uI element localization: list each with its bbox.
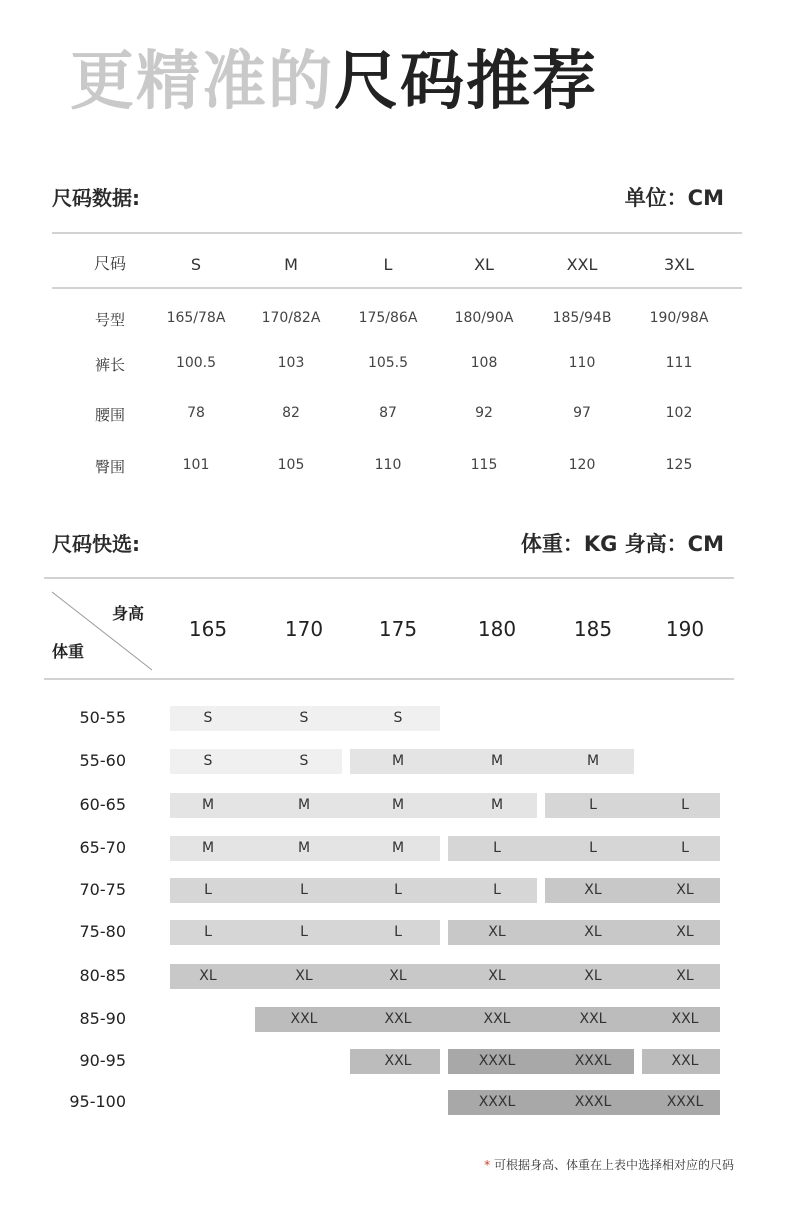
weight-row-label: 55-60	[79, 751, 126, 770]
size-cell: 108	[470, 355, 498, 371]
weight-row-label: 85-90	[79, 1009, 126, 1028]
size-recommendation-bar	[642, 1049, 720, 1074]
recommended-size-label: L	[300, 882, 308, 898]
recommended-size-label: M	[391, 840, 405, 856]
size-cell: 120	[568, 457, 596, 473]
recommended-size-label: S	[299, 753, 309, 769]
size-recommendation-bar	[448, 1049, 634, 1074]
recommended-size-label: XL	[676, 968, 694, 984]
corner-weight-label: 体重	[52, 642, 85, 661]
size-cell: 100.5	[175, 355, 217, 371]
height-column-header: 190	[665, 617, 705, 641]
recommended-size-label: L	[681, 840, 689, 856]
size-recommendation-bar	[170, 706, 440, 731]
size-cell: 180/90A	[454, 310, 514, 326]
recommended-size-label: XL	[488, 924, 506, 940]
divider	[52, 232, 742, 234]
size-cell: 105.5	[367, 355, 409, 371]
size-cell: 103	[277, 355, 305, 371]
recommended-size-label: XXL	[483, 1011, 511, 1027]
recommended-size-label: L	[681, 797, 689, 813]
size-recommendation-bar	[448, 836, 720, 861]
title-dark: 尺码推荐	[334, 45, 598, 119]
recommended-size-label: S	[203, 710, 213, 726]
recommended-size-label: S	[203, 753, 213, 769]
recommended-size-label: M	[297, 797, 311, 813]
size-column-header: XL	[474, 255, 494, 274]
size-recommendation-bar	[448, 1090, 720, 1115]
size-recommendation-bar	[170, 749, 342, 774]
height-column-header: 180	[477, 617, 517, 641]
height-column-header: 175	[378, 617, 418, 641]
recommended-size-label: L	[204, 924, 212, 940]
recommended-size-label: M	[490, 753, 504, 769]
size-recommendation-bar	[170, 878, 537, 903]
size-column-header: 3XL	[663, 255, 695, 274]
height-column-header: 185	[573, 617, 613, 641]
recommended-size-label: XXXL	[574, 1053, 612, 1069]
size-recommendation-bar	[448, 920, 720, 945]
recommended-size-label: XXL	[384, 1053, 412, 1069]
recommended-size-label: M	[201, 840, 215, 856]
recommended-size-label: XXL	[671, 1053, 699, 1069]
recommended-size-label: XXXL	[666, 1094, 704, 1110]
size-cell: 175/86A	[358, 310, 418, 326]
recommended-size-label: XXL	[579, 1011, 607, 1027]
quick-select-unit: 体重：KG 身高：CM	[520, 532, 724, 556]
weight-row-label: 75-80	[79, 922, 126, 941]
size-column-header: S	[190, 255, 202, 274]
recommended-size-label: XL	[676, 924, 694, 940]
footnote	[484, 1156, 734, 1173]
weight-row-label: 95-100	[69, 1092, 126, 1111]
page-title	[70, 42, 598, 122]
recommended-size-label: M	[586, 753, 600, 769]
size-recommendation-bar	[170, 920, 440, 945]
size-cell: 111	[665, 355, 693, 371]
size-cell: 110	[374, 457, 402, 473]
recommended-size-label: L	[493, 840, 501, 856]
size-recommendation-bar	[350, 749, 634, 774]
quick-select-heading: 尺码快选:	[52, 532, 140, 556]
recommended-size-label: XXL	[671, 1011, 699, 1027]
size-cell: 78	[187, 405, 205, 421]
footnote-star: *	[484, 1158, 491, 1172]
size-recommendation-bar	[170, 836, 440, 861]
size-recommendation-bar	[170, 793, 537, 818]
size-cell: 105	[277, 457, 305, 473]
recommended-size-label: M	[391, 797, 405, 813]
recommended-size-label: M	[201, 797, 215, 813]
size-cell: 97	[573, 405, 591, 421]
size-cell: 92	[475, 405, 493, 421]
weight-row-label: 65-70	[79, 838, 126, 857]
size-cell: 190/98A	[649, 310, 709, 326]
size-row-label: 裤长	[94, 356, 125, 374]
size-recommendation-bar	[545, 793, 720, 818]
recommended-size-label: XXL	[290, 1011, 318, 1027]
recommended-size-label: S	[299, 710, 309, 726]
size-cell: 102	[665, 405, 693, 421]
size-cell: 82	[282, 405, 300, 421]
divider	[44, 577, 734, 579]
recommended-size-label: XL	[676, 882, 694, 898]
recommended-size-label: XL	[488, 968, 506, 984]
weight-row-label: 80-85	[79, 966, 126, 985]
recommended-size-label: L	[204, 882, 212, 898]
recommended-size-label: XL	[389, 968, 407, 984]
size-cell: 125	[665, 457, 693, 473]
size-recommendation-bar	[350, 1049, 440, 1074]
size-row-label: 臀围	[94, 458, 125, 476]
weight-row-label: 50-55	[79, 708, 126, 727]
size-cell: 165/78A	[166, 310, 226, 326]
weight-row-label: 60-65	[79, 795, 126, 814]
recommended-size-label: L	[394, 924, 402, 940]
weight-row-label: 70-75	[79, 880, 126, 899]
size-data-heading: 尺码数据:	[52, 186, 140, 210]
size-cell: 115	[470, 457, 498, 473]
size-data-unit: 单位：CM	[624, 186, 724, 210]
size-cell: 87	[379, 405, 397, 421]
divider	[52, 287, 742, 289]
size-recommendation-bar	[545, 878, 720, 903]
recommended-size-label: L	[493, 882, 501, 898]
recommended-size-label: S	[393, 710, 403, 726]
title-light: 更精准的	[70, 45, 334, 119]
recommended-size-label: XL	[295, 968, 313, 984]
recommended-size-label: XL	[584, 968, 602, 984]
size-column-header: L	[383, 255, 393, 274]
size-recommendation-bar	[170, 964, 720, 989]
corner-height-label: 身高	[112, 604, 145, 623]
recommended-size-label: XXXL	[478, 1053, 516, 1069]
recommended-size-label: L	[300, 924, 308, 940]
size-column-header: M	[284, 255, 298, 274]
recommended-size-label: L	[394, 882, 402, 898]
size-cell: 110	[568, 355, 596, 371]
size-row-label: 号型	[94, 311, 125, 329]
size-row-label: 腰围	[94, 406, 125, 424]
recommended-size-label: L	[589, 840, 597, 856]
height-column-header: 165	[188, 617, 228, 641]
recommended-size-label: XL	[199, 968, 217, 984]
recommended-size-label: XL	[584, 924, 602, 940]
size-cell: 185/94B	[552, 310, 612, 326]
size-column-header: XXL	[566, 255, 598, 274]
recommended-size-label: XL	[584, 882, 602, 898]
size-header-label: 尺码	[93, 254, 126, 273]
recommended-size-label: M	[297, 840, 311, 856]
height-column-header: 170	[284, 617, 324, 641]
recommended-size-label: M	[391, 753, 405, 769]
size-cell: 101	[182, 457, 210, 473]
divider	[44, 678, 734, 680]
recommended-size-label: XXXL	[574, 1094, 612, 1110]
recommended-size-label: XXL	[384, 1011, 412, 1027]
footnote-text: 可根据身高、体重在上表中选择相对应的尺码	[493, 1158, 734, 1172]
recommended-size-label: XXXL	[478, 1094, 516, 1110]
size-recommendation-bar	[255, 1007, 720, 1032]
size-cell: 170/82A	[261, 310, 321, 326]
recommended-size-label: M	[490, 797, 504, 813]
recommended-size-label: L	[589, 797, 597, 813]
weight-row-label: 90-95	[79, 1051, 126, 1070]
